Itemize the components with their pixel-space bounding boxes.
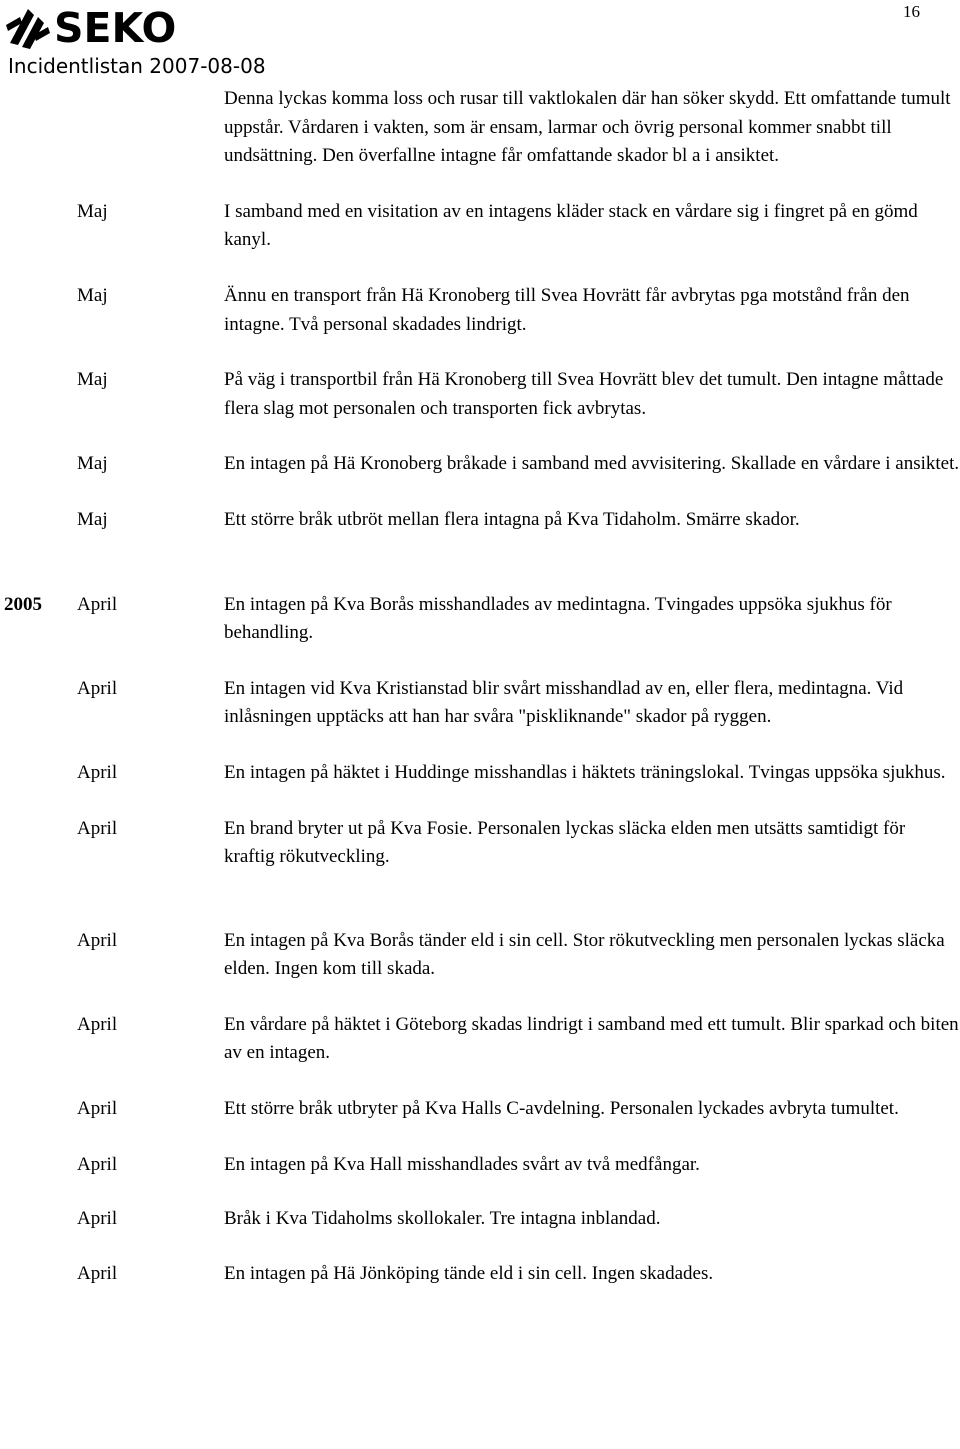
incident-entry xyxy=(0,675,960,732)
incident-entry xyxy=(0,1205,960,1234)
entry-month: Maj xyxy=(77,200,108,222)
entry-month: April xyxy=(77,1262,118,1284)
page-number: 16 xyxy=(903,2,920,21)
seko-emblem-icon xyxy=(6,5,50,51)
incident-entry xyxy=(0,927,960,984)
incident-entry xyxy=(0,1260,960,1289)
entry-month: April xyxy=(77,1013,118,1035)
entry-description: En intagen på Kva Borås tänder eld i sin cell. Stor rökutveckling men personalen lyckas släcka elden. Ingen kom till skada. xyxy=(224,929,945,980)
entry-month: April xyxy=(77,761,118,783)
incident-list xyxy=(0,85,960,1288)
entry-description: En intagen vid Kva Kristianstad blir svårt misshandlad av en, eller flera, medintagna. Vid inlåsningen upptäcks att han har svåra "piskliknande" skador på ryggen. xyxy=(224,677,904,728)
entry-description: Ännu en transport från Hä Kronoberg till Svea Hovrätt får avbrytas pga motstånd från den intagne. Två personal skadades lindrigt. xyxy=(224,284,910,335)
entry-month: Maj xyxy=(77,369,108,391)
entry-description: På väg i transportbil från Hä Kronoberg till Svea Hovrätt blev det tumult. Den intagne måttade flera slag mot personalen och transporten fick avbrytas. xyxy=(224,369,944,419)
entry-description: I samband med en visitation av en intagens kläder stack en vårdare sig i fingret på en gömd kanyl. xyxy=(224,200,918,251)
page-header xyxy=(0,0,960,82)
entry-description: En intagen på häktet i Huddinge misshandlas i häktets träningslokal. Tvingas uppsöka sjukhus. xyxy=(224,761,946,783)
entry-description: Denna lyckas komma loss och rusar till vaktlokalen där han söker skydd. Ett omfattande tumult uppstår. Vårdaren i vakten, som är ensam, larmar och övrig personal kommer snabbt till undsättning. Den överfallne intagne får omfattande skador bl a i ansiktet. xyxy=(224,88,951,167)
incident-entry xyxy=(0,366,960,423)
entry-month: Maj xyxy=(77,284,108,306)
incident-entry xyxy=(0,506,960,535)
incident-entry xyxy=(0,1011,960,1068)
incident-entry xyxy=(0,1151,960,1180)
incident-entry xyxy=(0,282,960,339)
entry-description: Ett större bråk utbryter på Kva Halls C-avdelning. Personalen lyckades avbryta tumultet. xyxy=(224,1098,899,1120)
logo-wordmark: SEKO xyxy=(54,4,177,52)
incident-entry xyxy=(0,1095,960,1124)
entry-description: En intagen på Kva Hall misshandlades svårt av två medfångar. xyxy=(224,1153,700,1175)
incident-entry xyxy=(0,815,960,872)
incident-entry xyxy=(0,198,960,255)
entry-month: Maj xyxy=(77,453,108,475)
entry-description: En brand bryter ut på Kva Fosie. Personalen lyckas släcka elden men utsätts samtidigt för kraftig rökutveckling. xyxy=(224,817,906,868)
incident-entry xyxy=(0,85,960,171)
entry-description: En intagen på Hä Kronoberg bråkade i samband med avvisitering. Skallade en vårdare i ansiktet. xyxy=(224,453,960,475)
entry-month: April xyxy=(77,1098,118,1120)
entry-description: En vårdare på häktet i Göteborg skadas lindrigt i samband med ett tumult. Blir sparkad och biten av en intagen. xyxy=(224,1013,959,1064)
entry-month: April xyxy=(77,677,118,699)
entry-month: April xyxy=(77,1208,118,1230)
seko-logo xyxy=(6,3,181,53)
incident-entry xyxy=(0,450,960,479)
entry-description: Ett större bråk utbröt mellan flera intagna på Kva Tidaholm. Smärre skador. xyxy=(224,508,800,530)
entry-description: En intagen på Hä Jönköping tände eld i sin cell. Ingen skadades. xyxy=(224,1262,714,1284)
entry-month: April xyxy=(77,817,118,839)
entry-description: Bråk i Kva Tidaholms skollokaler. Tre intagna inblandad. xyxy=(224,1208,661,1230)
incident-entry xyxy=(0,759,960,788)
document-subtitle: Incidentlistan 2007-08-08 xyxy=(8,54,266,78)
entry-month: April xyxy=(77,593,118,615)
entry-month: Maj xyxy=(77,508,108,530)
entry-description: En intagen på Kva Borås misshandlades av medintagna. Tvingades uppsöka sjukhus för behandling. xyxy=(224,593,892,644)
entry-year: 2005 xyxy=(4,593,42,615)
entry-month: April xyxy=(77,929,118,951)
entry-month: April xyxy=(77,1153,118,1175)
incident-entry xyxy=(0,591,960,648)
